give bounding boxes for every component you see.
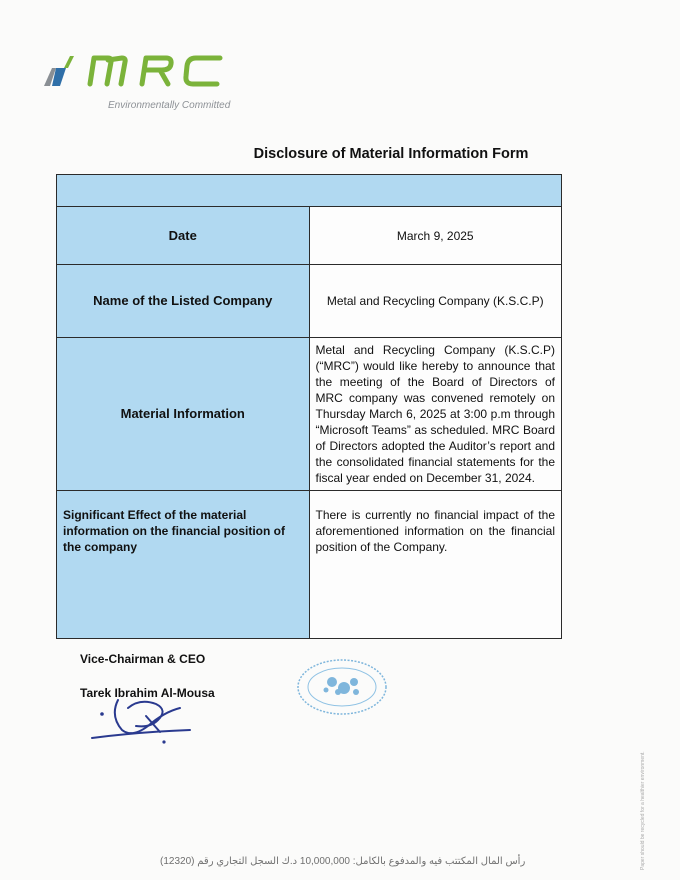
company-name-value: Metal and Recycling Company (K.S.C.P) [309,265,562,338]
signatory-name: Tarek Ibrahim Al-Mousa [80,686,215,700]
table-row [57,265,562,338]
recycle-note: Paper should be recycled for a healthier environment. [640,751,646,870]
date-value: March 9, 2025 [309,207,562,265]
significant-effect-label: Significant Effect of the material information on the financial position of the company [57,491,310,639]
logo-tagline: Environmentally Committed [108,100,231,111]
date-label: Date [57,207,310,265]
footer-capital-registry: رأس المال المكتتب فيه والمدفوع بالكامل: 10,000,000 د.ك السجل التجاري رقم (12320) [160,856,526,867]
disclosure-table [56,174,562,639]
table-row [57,491,562,639]
material-information-label: Material Information [57,338,310,491]
signatory-block [80,652,215,700]
handwritten-signature [88,686,198,746]
signatory-title: Vice-Chairman & CEO [80,652,206,666]
mrc-logo-mark [42,46,242,106]
significant-effect-value: There is currently no financial impact of the aforementioned information on the financial position of the Company. [309,491,562,639]
header-band-row [57,175,562,207]
company-stamp [296,658,388,716]
header-band [57,175,562,207]
table-row [57,207,562,265]
table-row [57,338,562,491]
company-name-label: Name of the Listed Company [57,265,310,338]
form-title: Disclosure of Material Information Form [253,146,529,162]
material-information-value: Metal and Recycling Company (K.S.C.P) (“MRC”) would like hereby to announce that the meeting of the Board of Directors of MRC company was convened remotely on Thursday March 6, 2025 at 3:00 p.m through “Microsoft Teams” as scheduled. MRC Board of Directors adopted the Auditor’s report and the consolidated financial statements for the fiscal year ended on December 31, 2024. [309,338,562,491]
